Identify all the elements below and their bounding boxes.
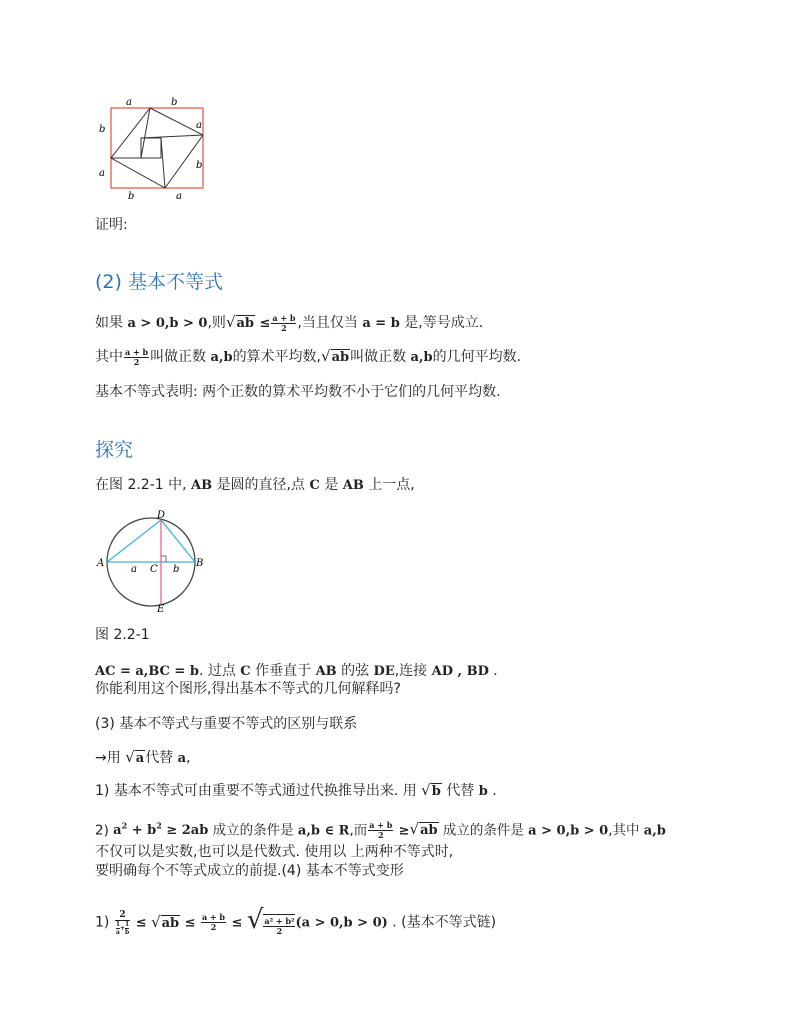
label-A: A: [97, 558, 105, 569]
label-C: C: [150, 564, 158, 575]
circle-figure: [95, 508, 207, 612]
item1: 1) 基本不等式可由重要不等式通过代换推导出来. 用 √b 代替 b .: [95, 781, 497, 799]
label-b: b: [173, 564, 180, 575]
section2-title: (2) 基本不等式: [95, 271, 223, 293]
square-proof-figure: [96, 96, 208, 204]
triangle-line-2: [141, 135, 203, 138]
label-D: D: [157, 510, 166, 521]
explore-line3: 你能利用这个图形,得出基本不等式的几何解释吗?: [95, 681, 401, 697]
explore-line2: AC = a,BC = b. 过点 C 作垂直于 AB 的弦 DE,连接 AD , BD .: [95, 663, 498, 679]
inner-tilted-square: [111, 108, 203, 188]
label-top-a: a: [126, 97, 132, 108]
right-angle-mark: [161, 556, 166, 562]
label-B: B: [196, 558, 204, 569]
item2: 2) $a^2 + b^2 \ge 2ab$ 成立的条件是 a,b ∈ R,而 $\frac{a + b}{2}$ ≥√ab 成立的条件是 a > 0,b > 0,其中 a,b: [95, 819, 666, 840]
label-left-b: b: [99, 124, 106, 135]
section2-line1: 如果 a > 0,b > 0,则√ab ≤ $\frac{a + b}{2}$ ,当且仅当 a = b 是,等号成立.: [95, 312, 484, 333]
figure-caption: 图 2.2-1: [95, 627, 150, 643]
arrow-line: →用 √a代替 a,: [95, 748, 191, 766]
label-a: a: [131, 564, 137, 575]
label-top-b: b: [171, 97, 178, 108]
label-bottom-b: b: [128, 191, 135, 202]
outer-square: [111, 108, 203, 188]
segment-ad: [107, 520, 161, 562]
explore-title: 探究: [95, 439, 134, 461]
label-left-a: a: [99, 168, 105, 179]
label-bottom-a: a: [176, 191, 182, 202]
item2-line3: 要明确每个不等式成立的前提.(4) 基本不等式变形: [95, 863, 404, 879]
section3-title: (3) 基本不等式与重要不等式的区别与联系: [95, 716, 358, 732]
explore-line1: 在图 2.2-1 中, AB 是圆的直径,点 C 是 AB 上一点,: [95, 477, 415, 493]
label-right-b: b: [196, 160, 203, 171]
label-E: E: [157, 604, 165, 612]
triangle-line-1: [141, 108, 150, 158]
item2-line2: 不仅可以是实数,也可以是代数式. 使用以 上两种不等式时,: [95, 844, 454, 860]
inequality-chain: 1) 2 $\frac{1}{a}$ + $\frac{1}{b}$ ≤ √ab ≤ $\frac{a + b}{2}$ ≤ √ $\frac{\text{a² + b²}}{2}$ (a > 0,b > 0) . (基本不等式链): [95, 905, 497, 936]
proof-label: 证明:: [95, 217, 128, 233]
label-right-a: a: [196, 120, 202, 131]
section2-line3: 基本不等式表明: 两个正数的算术平均数不小于它们的几何平均数.: [95, 384, 501, 400]
triangle-line-3: [161, 138, 165, 188]
section2-line2: 其中 $\frac{a + b}{2}$ 叫做正数 a,b的算术平均数,√ab叫做正数 a,b的几何平均数.: [95, 346, 522, 367]
